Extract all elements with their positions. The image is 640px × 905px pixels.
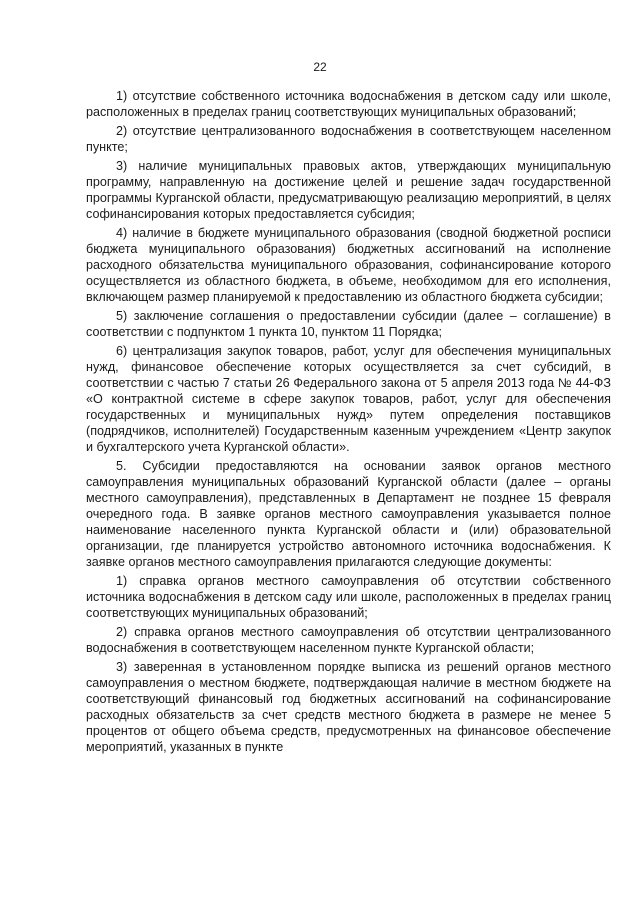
paragraph-3: 3) наличие муниципальных правовых актов, утверждающих муниципальную программу, направленную на достижение целей и решение задач государственной программы Курганской области, предусматривающую реализацию мероприятий, в целях софинансирования которых предоставляется субсидия; [86, 159, 611, 221]
paragraph-4: 4) наличие в бюджете муниципального образования (сводной бюджетной росписи бюджета муниципального образования) бюджетных ассигнований на исполнение расходного обязательства муниципального образования, софинансирование которого осуществляется из областного бюджета, в объеме, необходимом для его исполнения, включающем размер планируемой к предоставлению из областного бюджета субсидии; [86, 226, 611, 304]
paragraph-10: 3) заверенная в установленном порядке выписка из решений органов местного самоуправления о местном бюджете, подтверждающая наличие в местном бюджете на соответствующий финансовый год бюджетных ассигнований на софинансирование расходных обязательств за счет средств местного бюджета в размере не менее 5 процентов от общего объема средств, предусмотренных на финансовое обеспечение мероприятий, указанных в пункте [86, 660, 611, 754]
paragraph-5: 5) заключение соглашения о предоставлении субсидии (далее – соглашение) в соответствии с подпунктом 1 пункта 10, пунктом 11 Порядка; [86, 309, 611, 339]
paragraph-9: 2) справка органов местного самоуправления об отсутствии централизованного водоснабжения в соответствующем населенном пункте Курганской области; [86, 625, 611, 655]
paragraph-2: 2) отсутствие централизованного водоснабжения в соответствующем населенном пункте; [86, 124, 611, 154]
paragraph-6: 6) централизация закупок товаров, работ, услуг для обеспечения муниципальных нужд, финансовое обеспечение которых осуществляется за счет субсидий, в соответствии с частью 7 статьи 26 Федерального закона от 5 апреля 2013 года № 44-ФЗ «О контрактной системе в сфере закупок товаров, работ, услуг для обеспечения государственных и муниципальных нужд» путем определения поставщиков (подрядчиков, исполнителей) Государственным казенным учреждением «Центр закупок и бухгалтерского учета Курганской области». [86, 344, 611, 454]
paragraph-8: 1) справка органов местного самоуправления об отсутствии собственного источника водоснабжения в детском саду или школе, расположенных в пределах границ соответствующих муниципальных образований; [86, 574, 611, 620]
paragraph-7: 5. Субсидии предоставляются на основании заявок органов местного самоуправления муниципальных образований Курганской области (далее – органы местного самоуправления), представленных в Департамент не позднее 15 февраля очередного года. В заявке органов местного самоуправления указывается полное наименование населенного пункта Курганской области и (или) образовательной организации, где планируется устройство автономного источника водоснабжения. К заявке органов местного самоуправления прилагаются следующие документы: [86, 459, 611, 569]
page-number: 22 [313, 60, 327, 74]
document-body [86, 88, 611, 755]
paragraph-1: 1) отсутствие собственного источника водоснабжения в детском саду или школе, расположенных в пределах границ соответствующих муниципальных образований; [86, 89, 611, 119]
